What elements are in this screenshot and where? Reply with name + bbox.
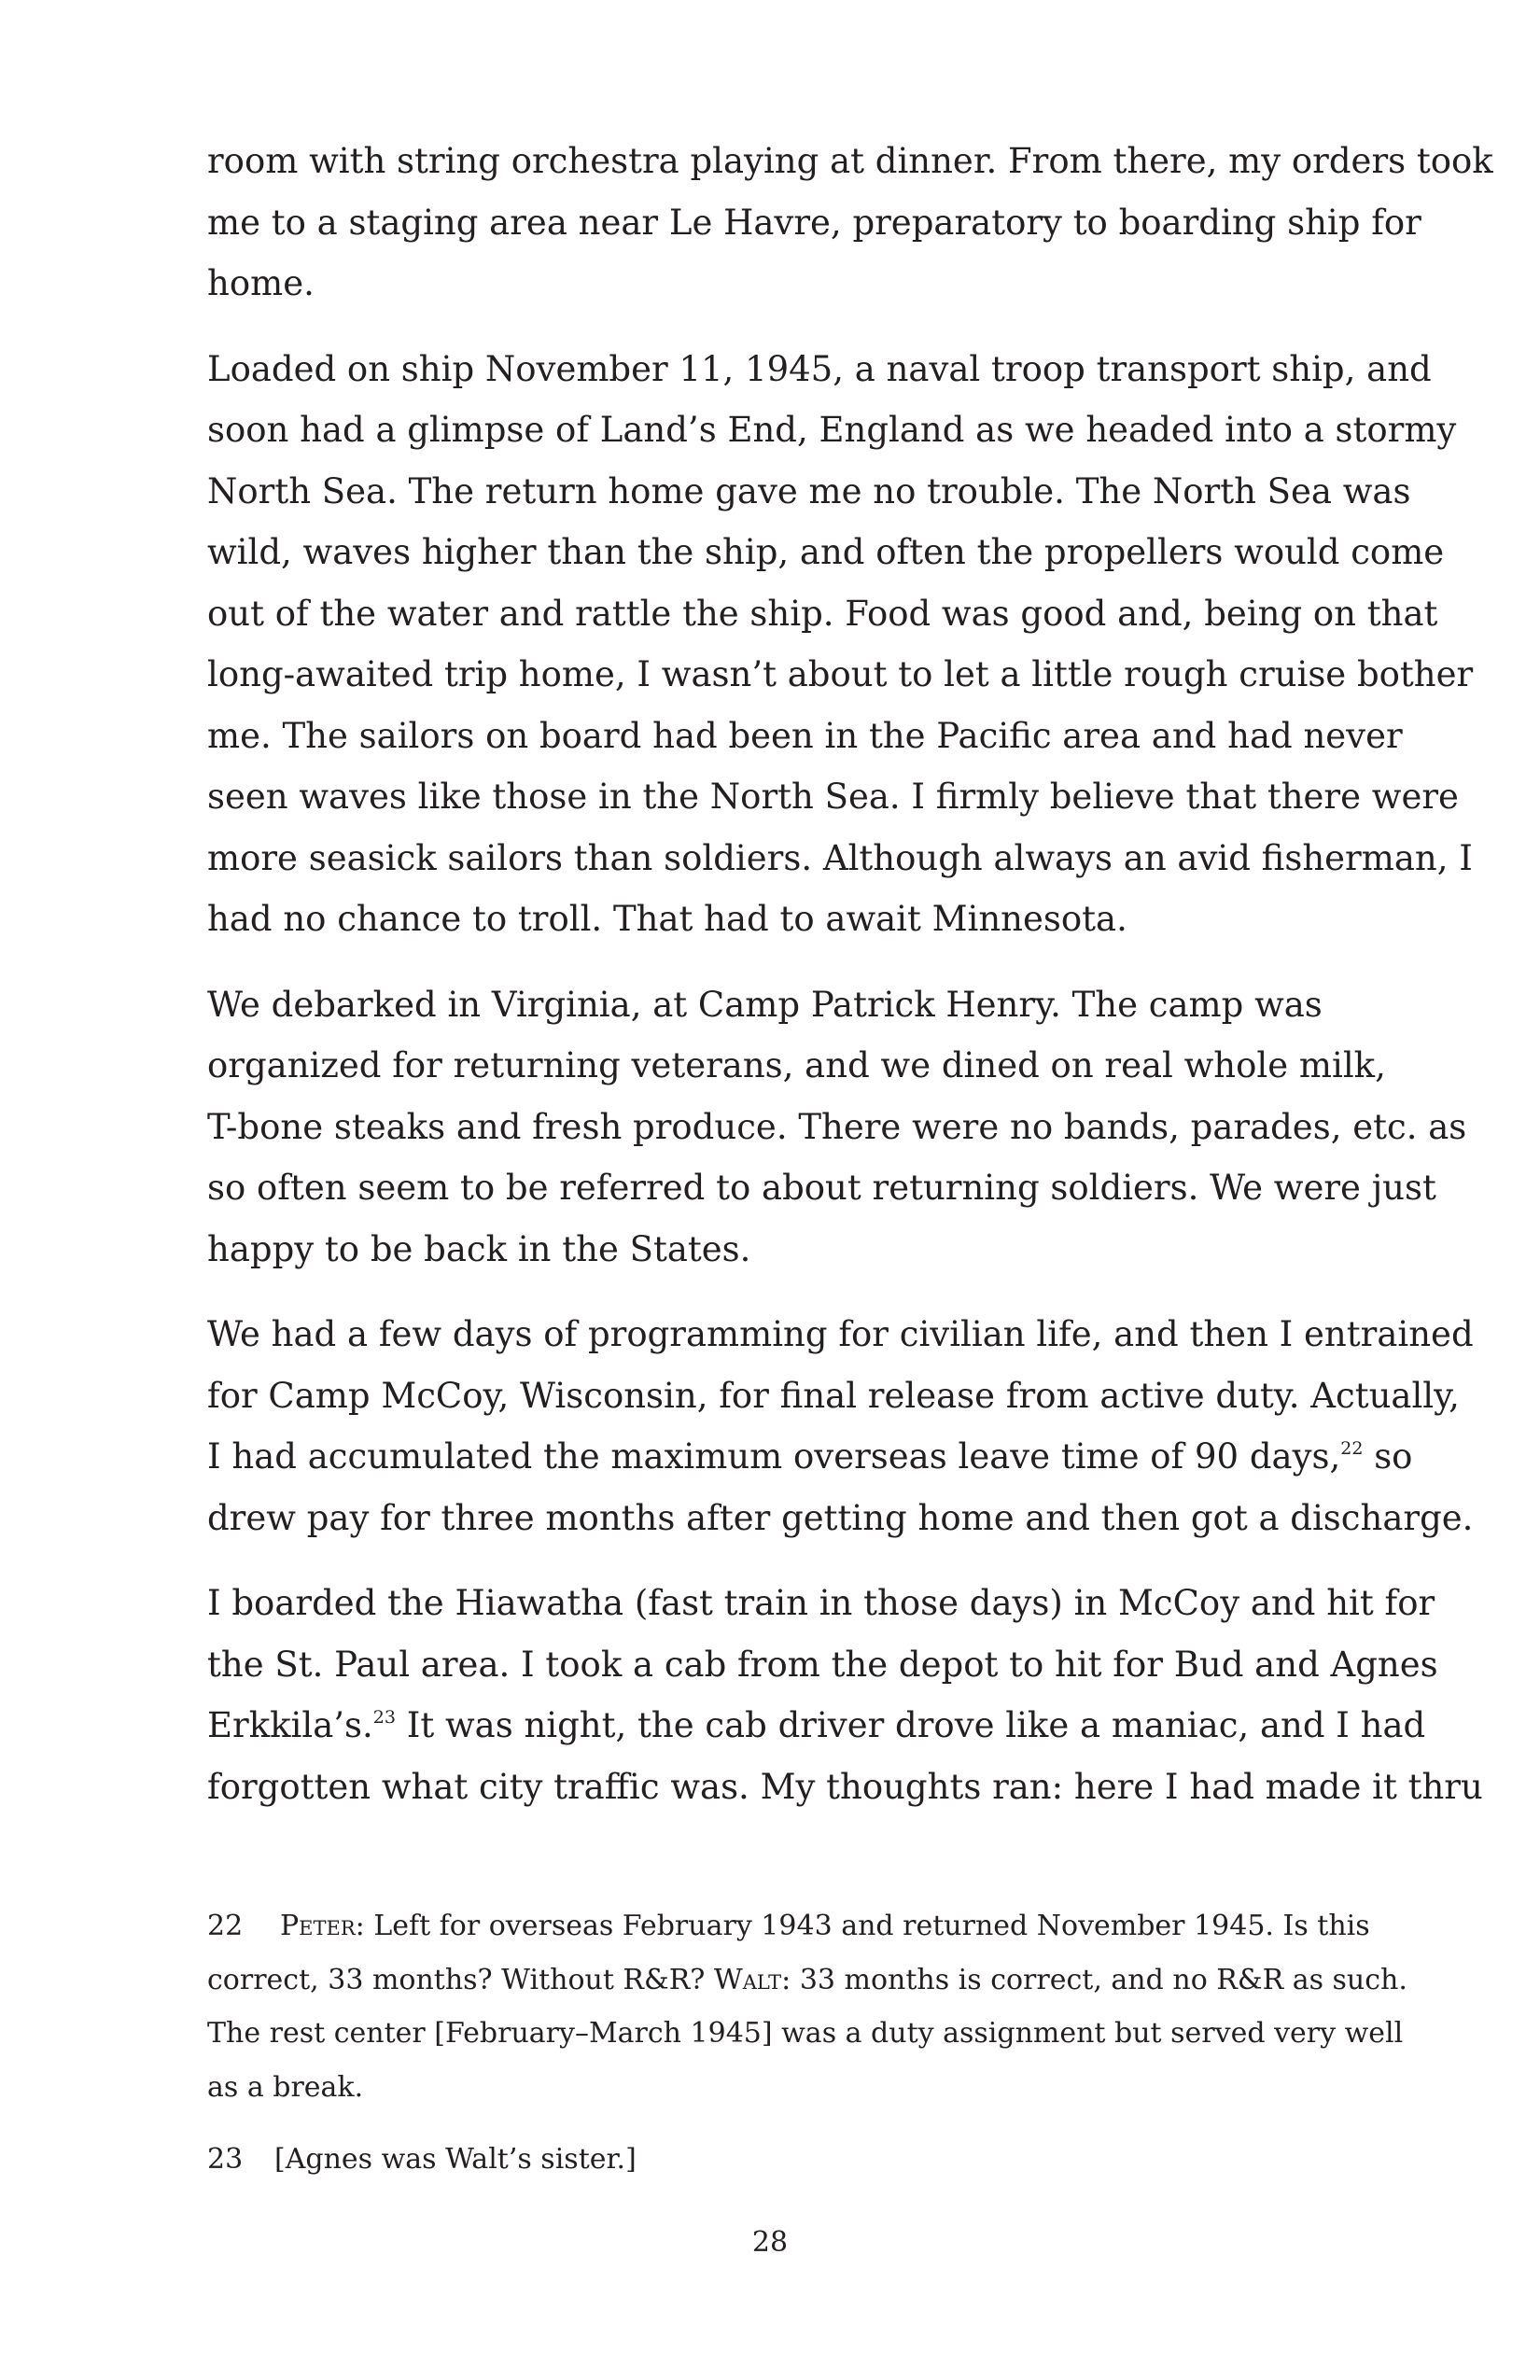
footnote-reference-22[interactable]: 22 (1340, 1438, 1364, 1459)
text-line: seen waves like those in the North Sea. I firmly believe that there were (207, 777, 1459, 817)
footnote-line: as a break. (207, 2070, 364, 2104)
footnote-number: 23 (207, 2143, 244, 2176)
text-line: forgotten what city traffic was. My thoughts ran: here I had made it thru (207, 1766, 1483, 1807)
paragraph-5 (207, 1573, 1483, 1817)
footnote-number: 22 (207, 1910, 244, 1942)
footnotes (207, 1899, 1407, 2205)
text-fragment: so (1363, 1436, 1413, 1477)
text-line: so often seem to be referred to about returning soldiers. We were just (207, 1168, 1436, 1208)
speaker-name: Walt (713, 1963, 782, 1996)
text-line: North Sea. The return home gave me no trouble. The North Sea was (207, 470, 1411, 511)
footnote-22 (207, 1899, 1407, 2114)
text-line (207, 1695, 1426, 1757)
text-line (207, 1426, 1413, 1488)
paragraph-2 (207, 339, 1474, 950)
footnote-23 (207, 2133, 1332, 2187)
body-text (207, 131, 1493, 1841)
text-fragment: It was night, the cab driver drove like a maniac, and I had (395, 1705, 1426, 1745)
text-fragment: Erkkila’s. (207, 1705, 373, 1745)
footnote-text: correct, 33 months? Without R&R? (207, 1963, 714, 1996)
speaker-name: Peter (280, 1910, 356, 1942)
page-number: 28 (751, 2226, 789, 2259)
footnote-text: : Left for overseas February 1943 and returned November 1945. Is this (355, 1910, 1370, 1942)
footnote-line (207, 2133, 1332, 2187)
text-line: the St. Paul area. I took a cab from the depot to hit for Bud and Agnes (207, 1644, 1438, 1685)
text-line: more seasick sailors than soldiers. Although always an avid fisherman, I (207, 837, 1473, 878)
text-line: out of the water and rattle the ship. Food was good and, being on that (207, 593, 1438, 634)
paragraph-3 (207, 974, 1467, 1281)
text-line: We debarked in Virginia, at Camp Patrick Henry. The camp was (207, 984, 1323, 1025)
text-line: room with string orchestra playing at dinner. From there, my orders took (207, 141, 1493, 181)
footnote-line (207, 1899, 1370, 1953)
footnote-text: : 33 months is correct, and no R&R as such. (781, 1963, 1407, 1996)
footnote-line: The rest center [February–March 1945] was a duty assignment but served very well (207, 2017, 1404, 2050)
text-line: me to a staging area near Le Havre, preparatory to boarding ship for (207, 202, 1421, 243)
text-line: happy to be back in the States. (207, 1228, 751, 1269)
text-line: home. (207, 263, 315, 303)
footnote-line (207, 1953, 1407, 2008)
footnote-text: [Agnes was Walt’s sister.] (274, 2143, 637, 2176)
text-line: drew pay for three months after getting home and then got a discharge. (207, 1497, 1474, 1538)
text-line: We had a few days of programming for civilian life, and then I entrained (207, 1314, 1474, 1354)
paragraph-1 (207, 131, 1493, 315)
text-line: me. The sailors on board had been in the Pacific area and had never (207, 715, 1403, 756)
paragraph-4 (207, 1304, 1474, 1548)
text-line: T-bone steaks and fresh produce. There were no bands, parades, etc. as (207, 1106, 1467, 1147)
text-line: I boarded the Hiawatha (fast train in those days) in McCoy and hit for (207, 1583, 1435, 1623)
text-line: long-awaited trip home, I wasn’t about to let a little rough cruise bother (207, 654, 1474, 694)
text-line: soon had a glimpse of Land’s End, England as we headed into a stormy (207, 410, 1457, 450)
footnote-reference-23[interactable]: 23 (372, 1707, 396, 1728)
text-line: for Camp McCoy, Wisconsin, for final release from active duty. Actually, (207, 1375, 1460, 1416)
text-line: Loaded on ship November 11, 1945, a naval troop transport ship, and (207, 348, 1432, 389)
text-line: organized for returning veterans, and we dined on real whole milk, (207, 1045, 1386, 1085)
text-line: wild, waves higher than the ship, and often the propellers would come (207, 532, 1445, 572)
text-fragment: I had accumulated the maximum overseas leave time of 90 days, (207, 1436, 1341, 1477)
text-line: had no chance to troll. That had to await Minnesota. (207, 899, 1127, 939)
